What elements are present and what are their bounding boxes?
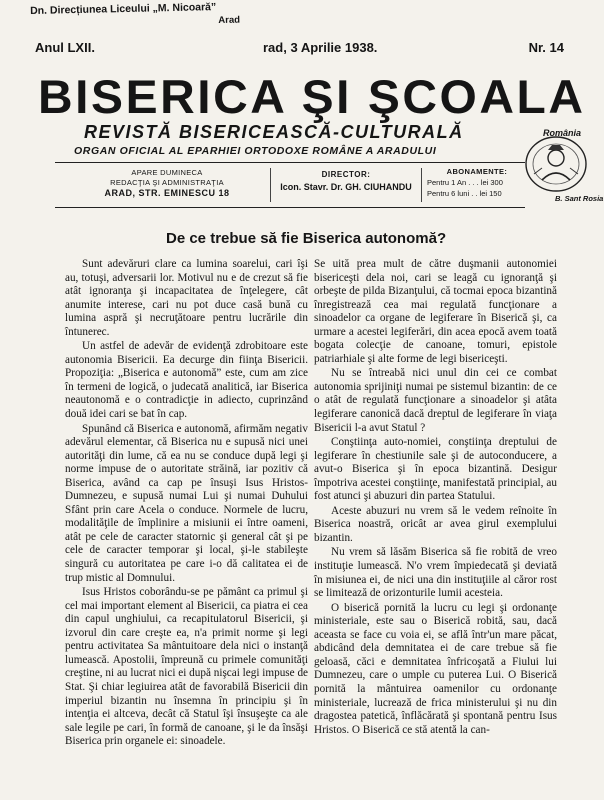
seal-bottom-text: B. Sant Rosia xyxy=(555,194,604,203)
volume-year: Anul LXII. xyxy=(35,40,95,55)
postage-seal-icon xyxy=(520,128,592,198)
article-paragraph: Nu se întreabă nici unul din cei ce combat autonomia sprijiniţi numai pe sistemul bizantin: de ce o atât de regulată funcţionare a sinoadelor şi atâta legiferare canonică dacă dreptul de legiferare în viaţa Bisericii l-a avut Statul ? xyxy=(314,367,557,434)
article-paragraph: Aceste abuzuri nu vrem să le vedem reînoite în Biserica noastră, oricât ar avea girul exemplului bizantin. xyxy=(314,504,557,544)
masthead-topline xyxy=(35,40,564,56)
office-address: ARAD, STR. EMINESCU 18 xyxy=(104,188,230,198)
article-paragraph: Conştiinţa auto-nomiei, conştiinţa dreptului de legiferare în chestiunile sale şi de autoconducere, a avut-o Biserica şi în epoca bizantină. Desigur împotriva acestei conştiinţe, manifestată principial, au fost atunci şi abuzuri din partea Statului. xyxy=(314,436,557,503)
article-headline: De ce trebue să fie Biserica autonomă? xyxy=(166,230,447,247)
journal-organ-line: ORGAN OFICIAL AL EPARHIEI ORTODOXE ROMÂNE A ARADULUI xyxy=(74,145,437,157)
subscription-year: Pentru 1 An . . . lei 300 xyxy=(427,178,503,187)
article-column-right xyxy=(314,258,557,737)
appears-label: APARE DUMINECA xyxy=(131,168,203,177)
stamp-city: Arad xyxy=(218,14,241,27)
director-info xyxy=(270,168,422,202)
publication-info xyxy=(67,168,267,198)
director-name: Icon. Stavr. Dr. GH. CIUHANDU xyxy=(280,182,412,192)
article-paragraph: O biserică pornită la lucru cu legi şi ordonanţe ministeriale, este sau o Biserică robită, sau, dacă aceasta se face cu voia ei, se află într'un mare păcat, abdicând dela demnitatea ei de care trebue să fie geloasă, căci e demnitatea înfricoşată a Fiului lui Dumnezeu, care o umple cu puterea Lui. O Biserică pornită la mântuirea oamenilor cu ordonanţe ministeriale, lucrează de frica ministerului şi nu din dragostea patetică, înflăcărată şi spontană pentru Isus Hristos. O Biserică ce stă atentă la can- xyxy=(314,601,557,736)
subscription-info xyxy=(427,166,527,199)
article-paragraph: Isus Hristos coborându-se pe pământ ca primul şi cel mai important element al Bisericii, ca piatra ei cea din capul unghiului, ca recapitulatorul Bisericii, şi izvorul din care creşte ea, n'a primit norme şi legi pentru activitatea Sa mântuitoare dela nici o instanţă lumească. Apostolii, împreună cu primele comunităţi creştine, ni au lucrat nici ei după nişcai legi impuse de Stat. Şi chiar legiuirea atât de favorabilă Bisericii din imperiul bizantin nu însemna în principiu şi în intenţia ei altceva, decât că Statul îşi însuşeşte ca ale sale legile pe cari, în formă de canoane, şi le da însăşi Biserica prin organele ei: sinoadele. xyxy=(65,586,308,748)
article-paragraph: Spunând că Biserica e autonomă, afirmăm negativ adevărul elementar, că Biserica nu e supusă nici unei autorităţi din lume, că ea nu se conduce după legi şi norme impuse de o autoritate străină, iar pozitiv că Biserica, având ca cap pe însuşi Isus Hristos-Dumnezeu, e supusă numai Lui şi numai Duhului Sfânt prin care Acela o conduce. Normele de lucru, modalităţile de împlinire a misiunii ei între oameni, atât pe cele de caracter statornic şi general cât şi pe cele de caracter temporar şi local, şi-le stabileşte singură cu autoritatea pe care i-o dă calitatea ei de trup mistic al Domnului. xyxy=(65,422,308,584)
subscription-label: ABONAMENTE: xyxy=(446,167,508,176)
director-label: DIRECTOR: xyxy=(321,170,371,179)
article-paragraph: Un astfel de adevăr de evidenţă zdrobitoare este autonomia Bisericii. Ea decurge din fiinţa Bisericii. Propoziţia: „Biserica e autonomă” este, cum am zice în termeni de logică, o judecată analitică, iar Biserica neautonomă e o contradicţie in adiecto, cuprinzând două idei cari se bat în cap. xyxy=(65,340,308,421)
seal-top-text: România xyxy=(543,128,582,138)
stamp-line: Dn. Direcțiunea Liceului „M. Nicoară” xyxy=(30,1,217,17)
masthead-info-bar xyxy=(55,162,525,208)
issue-number: Nr. 14 xyxy=(528,40,564,55)
journal-title: BISERICA ŞI ŞCOALA xyxy=(38,70,586,123)
issue-date: rad, 3 Aprilie 1938. xyxy=(263,40,378,55)
article-column-left xyxy=(65,258,308,749)
office-label: REDACŢIA ŞI ADMINISTRAŢIA xyxy=(110,178,224,187)
article-paragraph: Nu vrem să lăsăm Biserica să fie robită de vreo instituţie lumească. N'o vrem împiedecată şi deviată în misiunea ei, de nici una din instituţiile al căror rost se limitează de orizonturile lumii acesteia. xyxy=(314,546,557,600)
subscription-half-year: Pentru 6 luni . . lei 150 xyxy=(427,189,502,198)
library-stamp xyxy=(30,1,240,31)
article-paragraph: Sunt adevăruri clare ca lumina soarelui, cari îşi au, totuşi, adversarii lor. Motivul nu e de crezut să fie atât ignoranţa şi incapacitatea de înţelegere, cât anumite interese, cari nu pot duce casă bună cu lumina aspră şi necruţătoare pentru lucrările din întunerec. xyxy=(65,258,308,338)
article-paragraph: Se uită prea mult de către duşmanii autonomiei bisericeşti dela noi, cari se leagă cu ignoranţă şi orbeşte de pilda Bizanţului, că tocmai epoca bizantină înregistrează cea mai regulată funcţionare a sinoadelor ca organe de legiferare în Biserică şi, ca urmare a acestei legiferări, din acea epocă avem toată bogata colecţie de canoane, tomuri, epistole patriarhiale şi alte forme de legi bisericeşti. xyxy=(314,258,557,365)
journal-subtitle: REVISTĂ BISERICEASCĂ-CULTURALĂ xyxy=(84,122,464,142)
